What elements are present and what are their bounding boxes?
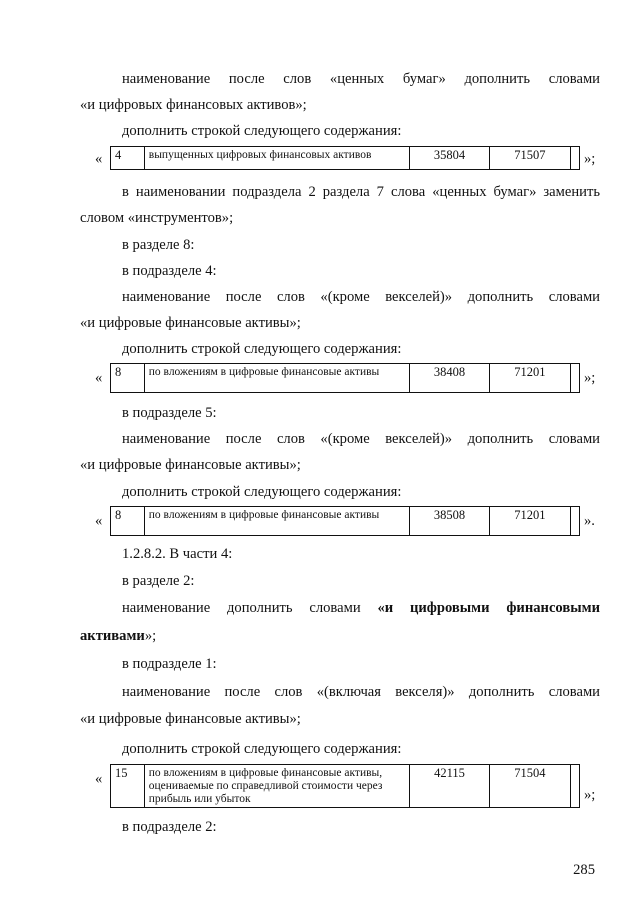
paragraph-text: наименование после слов «(кроме векселей)» дополнить словами [122, 431, 600, 447]
row-name: по вложениям в цифровые финансовые активы [145, 364, 411, 392]
page-number: 285 [573, 862, 595, 878]
paragraph-text: наименование после слов «(включая векселя)» дополнить словами [122, 684, 600, 700]
row-number: 15 [111, 765, 145, 807]
row-name: выпущенных цифровых финансовых активов [145, 147, 411, 169]
paragraph-text: дополнить строкой следующего содержания: [122, 741, 402, 757]
paragraph-text: наименование после слов «ценных бумаг» дополнить словами [122, 71, 600, 87]
open-quote: « [95, 771, 103, 787]
row-number: 4 [111, 147, 145, 169]
empty-cell [571, 507, 579, 535]
table-row [110, 363, 580, 393]
open-quote: « [95, 370, 103, 386]
paragraph-text: «и цифровые финансовые активы»; [80, 315, 301, 331]
section-number: 1.2.8.2. В части 4: [122, 546, 233, 562]
paragraph-text: дополнить строкой следующего содержания: [122, 341, 402, 357]
row-name: по вложениям в цифровые финансовые активы [145, 507, 411, 535]
table-row [110, 764, 580, 808]
paragraph-text: в подразделе 4: [122, 263, 217, 279]
account-number-2: 71507 [490, 147, 571, 169]
table-row [110, 506, 580, 536]
paragraph-text-normal: наименование дополнить словами [122, 600, 378, 616]
account-number-2: 71201 [490, 507, 571, 535]
account-number-1: 35804 [410, 147, 489, 169]
paragraph-text: словом «инструментов»; [80, 210, 234, 226]
close-quote: »; [584, 151, 596, 167]
paragraph-text-normal: »; [144, 628, 157, 644]
account-number-2: 71201 [490, 364, 571, 392]
paragraph-text: в наименовании подраздела 2 раздела 7 слова «ценных бумаг» заменить [122, 184, 600, 200]
paragraph-text: в подразделе 2: [122, 819, 217, 835]
paragraph-text: в разделе 2: [122, 573, 195, 589]
paragraph-text: дополнить строкой следующего содержания: [122, 123, 402, 139]
paragraph-text [122, 599, 600, 617]
row-name: по вложениям в цифровые финансовые активы, оцениваемые по справедливой стоимости через прибыль или убыток [145, 765, 411, 807]
close-quote: ». [584, 513, 595, 529]
paragraph-text-bold: «и цифровыми финансовыми [377, 600, 600, 616]
paragraph-text: наименование после слов «(кроме векселей)» дополнить словами [122, 289, 600, 305]
paragraph-text: «и цифровые финансовые активы»; [80, 457, 301, 473]
open-quote: « [95, 513, 103, 529]
empty-cell [571, 765, 579, 807]
open-quote: « [95, 151, 103, 167]
close-quote: »; [584, 370, 596, 386]
empty-cell [571, 147, 579, 169]
paragraph-text: «и цифровых финансовых активов»; [80, 97, 307, 113]
paragraph-text [80, 627, 156, 645]
paragraph-text: в подразделе 1: [122, 656, 217, 672]
empty-cell [571, 364, 579, 392]
row-number: 8 [111, 507, 145, 535]
account-number-2: 71504 [490, 765, 571, 807]
account-number-1: 42115 [410, 765, 489, 807]
paragraph-text: «и цифровые финансовые активы»; [80, 711, 301, 727]
account-number-1: 38408 [410, 364, 489, 392]
table-row [110, 146, 580, 170]
row-number: 8 [111, 364, 145, 392]
close-quote: »; [584, 787, 596, 803]
account-number-1: 38508 [410, 507, 489, 535]
paragraph-text: в разделе 8: [122, 237, 195, 253]
paragraph-text: дополнить строкой следующего содержания: [122, 484, 402, 500]
paragraph-text-bold: активами [80, 628, 145, 644]
paragraph-text: в подразделе 5: [122, 405, 217, 421]
